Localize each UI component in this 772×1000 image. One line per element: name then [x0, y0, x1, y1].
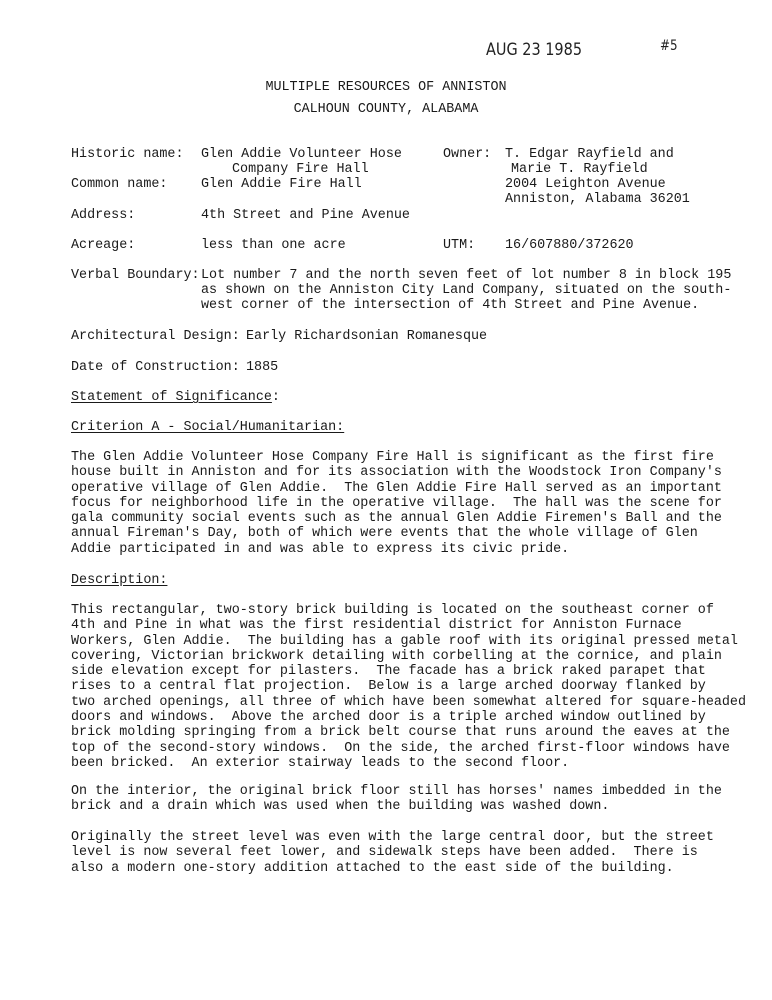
owner-line-3: 2004 Leighton Avenue	[505, 177, 666, 192]
address-label: Address:	[71, 208, 136, 223]
verbal-boundary-line-1: Lot number 7 and the north seven feet of lot number 8 in block 195	[201, 268, 732, 283]
header-title: MULTIPLE RESOURCES OF ANNISTON	[265, 80, 507, 95]
page-number-handwritten: #5	[660, 38, 678, 54]
paragraph-line: top of the second-story windows. On the side, the arched first-floor windows have	[71, 740, 730, 756]
significance-heading-text: Statement of Significance	[71, 390, 272, 405]
paragraph-line: gala community social events such as the annual Glen Addie Firemen's Ball and the	[71, 511, 722, 527]
header-subtitle: CALHOUN COUNTY, ALABAMA	[293, 102, 479, 117]
paragraph-line: This rectangular, two-story brick building is located on the southeast corner of	[71, 603, 714, 618]
paragraph-line: covering, Victorian brickwork detailing with corbelling at the cornice, and plain	[71, 648, 722, 664]
owner-label: Owner:	[443, 147, 492, 162]
owner-line-2: Marie T. Rayfield	[511, 162, 648, 177]
common-name-value: Glen Addie Fire Hall	[201, 177, 362, 192]
common-name-label: Common name:	[71, 177, 168, 192]
criterion-paragraph	[71, 450, 722, 557]
paragraph-line: operative village of Glen Addie. The Glen Addie Fire Hall served as an important	[71, 480, 722, 496]
paragraph-line: two arched openings, all three of which have been somewhat altered for square-headed	[71, 694, 746, 710]
paragraph-line: level is now several feet lower, and sidewalk steps have been added. There is	[71, 845, 698, 861]
paragraph-line: side elevation except for pilasters. The facade has a brick raked parapet that	[71, 664, 706, 680]
architectural-design-value: Early Richardsonian Romanesque	[246, 329, 488, 344]
paragraph-line: 4th and Pine in what was the first residential district for Anniston Furnace	[71, 618, 682, 634]
paragraph-line: house built in Anniston and for its association with the Woodstock Iron Company's	[71, 465, 722, 481]
owner-line-1: T. Edgar Rayfield and	[505, 147, 674, 162]
paragraph-line: been bricked. An exterior stairway leads to the second floor.	[71, 755, 570, 771]
paragraph-line: rises to a central flat projection. Below is a large arched doorway flanked by	[71, 679, 706, 695]
acreage-label: Acreage:	[71, 238, 136, 253]
address-value: 4th Street and Pine Avenue	[201, 208, 410, 223]
paragraph-line: brick molding springing from a brick belt course that runs around the eaves at the	[71, 725, 730, 741]
paragraph-line: Workers, Glen Addie. The building has a gable roof with its original pressed metal	[71, 633, 738, 649]
historic-name-value-1: Glen Addie Volunteer Hose	[201, 147, 402, 162]
paragraph-line: doors and windows. Above the arched door is a triple arched window outlined by	[71, 710, 706, 726]
utm-label: UTM:	[443, 238, 476, 253]
description-paragraph	[71, 603, 746, 771]
verbal-boundary-line-3: west corner of the intersection of 4th Street and Pine Avenue.	[201, 298, 700, 313]
paragraph-line: Addie participated in and was able to express its civic pride.	[71, 541, 570, 557]
significance-heading	[71, 390, 280, 405]
historic-name-value-2: Company Fire Hall	[232, 162, 369, 177]
description-heading: Description:	[71, 573, 168, 588]
street-level-paragraph	[71, 830, 714, 876]
paragraph-line: The Glen Addie Volunteer Hose Company Fire Hall is significant as the first fire	[71, 450, 714, 465]
interior-paragraph	[71, 784, 722, 815]
historic-name-label: Historic name:	[71, 147, 184, 162]
paragraph-line: also a modern one-story addition attached to the east side of the building.	[71, 860, 674, 876]
paragraph-line: brick and a drain which was used when the building was washed down.	[71, 799, 610, 815]
paragraph-line: Originally the street level was even with the large central door, but the street	[71, 830, 714, 845]
architectural-design-label: Architectural Design:	[71, 329, 240, 344]
significance-heading-colon: :	[271, 390, 280, 405]
received-date-stamp: AUG 23 1985	[486, 40, 583, 60]
verbal-boundary-label: Verbal Boundary:	[71, 268, 200, 283]
acreage-value: less than one acre	[201, 238, 346, 253]
date-of-construction-value: 1885	[246, 360, 279, 375]
paragraph-line: focus for neighborhood life in the operative village. The hall was the scene for	[71, 495, 722, 511]
verbal-boundary-line-2: as shown on the Anniston City Land Company, situated on the south-	[201, 283, 732, 298]
owner-line-4: Anniston, Alabama 36201	[505, 192, 690, 207]
utm-value: 16/607880/372620	[505, 238, 634, 253]
date-of-construction-label: Date of Construction:	[71, 360, 240, 375]
paragraph-line: annual Fireman's Day, both of which were events that the whole village of Glen	[71, 526, 698, 542]
criterion-heading: Criterion A - Social/Humanitarian:	[71, 420, 345, 435]
paragraph-line: On the interior, the original brick floor still has horses' names imbedded in the	[71, 784, 722, 799]
